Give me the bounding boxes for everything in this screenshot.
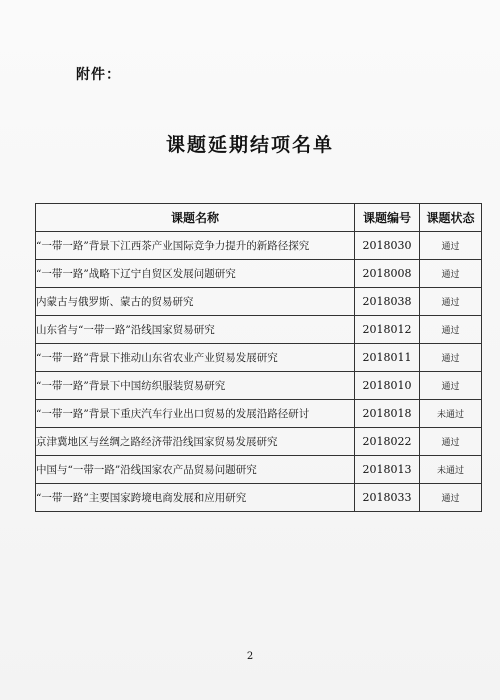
row-status: 未通过 (420, 456, 482, 484)
row-name: “一带一路”背景下中国纺织服装贸易研究 (36, 372, 355, 400)
row-code: 2018012 (355, 316, 420, 344)
extension-list-table (35, 203, 482, 512)
header-status: 课题状态 (420, 204, 482, 232)
row-status: 通过 (420, 288, 482, 316)
table-row (36, 484, 482, 512)
table-row (36, 344, 482, 372)
row-status: 通过 (420, 372, 482, 400)
row-name: 中国与“一带一路”沿线国家农产品贸易问题研究 (36, 456, 355, 484)
row-code: 2018010 (355, 372, 420, 400)
row-code: 2018038 (355, 288, 420, 316)
table-row (36, 260, 482, 288)
row-status: 通过 (420, 484, 482, 512)
table-row (36, 400, 482, 428)
row-name: 山东省与“一带一路”沿线国家贸易研究 (36, 316, 355, 344)
row-code: 2018008 (355, 260, 420, 288)
table-row (36, 232, 482, 260)
page-number: 2 (246, 651, 254, 662)
table-row (36, 288, 482, 316)
attachment-label: 附件： (76, 67, 121, 83)
row-status: 未通过 (420, 400, 482, 428)
page-title: 课题延期结项名单 (165, 134, 334, 156)
row-name: 内蒙古与俄罗斯、蒙古的贸易研究 (36, 288, 355, 316)
table-row (36, 428, 482, 456)
header-name: 课题名称 (36, 204, 355, 232)
table-row (36, 372, 482, 400)
row-code: 2018011 (355, 344, 420, 372)
row-name: “一带一路”主要国家跨境电商发展和应用研究 (36, 484, 355, 512)
row-code: 2018018 (355, 400, 420, 428)
table-row (36, 316, 482, 344)
row-status: 通过 (420, 316, 482, 344)
row-code: 2018033 (355, 484, 420, 512)
row-status: 通过 (420, 428, 482, 456)
row-status: 通过 (420, 344, 482, 372)
table-row (36, 456, 482, 484)
row-name: “一带一路”背景下重庆汽车行业出口贸易的发展沿路径研讨 (36, 400, 355, 428)
row-status: 通过 (420, 232, 482, 260)
row-status: 通过 (420, 260, 482, 288)
row-name: “一带一路”背景下江西茶产业国际竞争力提升的新路径探究 (36, 232, 355, 260)
table-header-row (36, 204, 482, 232)
row-name: 京津冀地区与丝绸之路经济带沿线国家贸易发展研究 (36, 428, 355, 456)
row-code: 2018022 (355, 428, 420, 456)
row-name: “一带一路”战略下辽宁自贸区发展问题研究 (36, 260, 355, 288)
row-code: 2018013 (355, 456, 420, 484)
row-code: 2018030 (355, 232, 420, 260)
row-name: “一带一路”背景下推动山东省农业产业贸易发展研究 (36, 344, 355, 372)
header-code: 课题编号 (355, 204, 420, 232)
